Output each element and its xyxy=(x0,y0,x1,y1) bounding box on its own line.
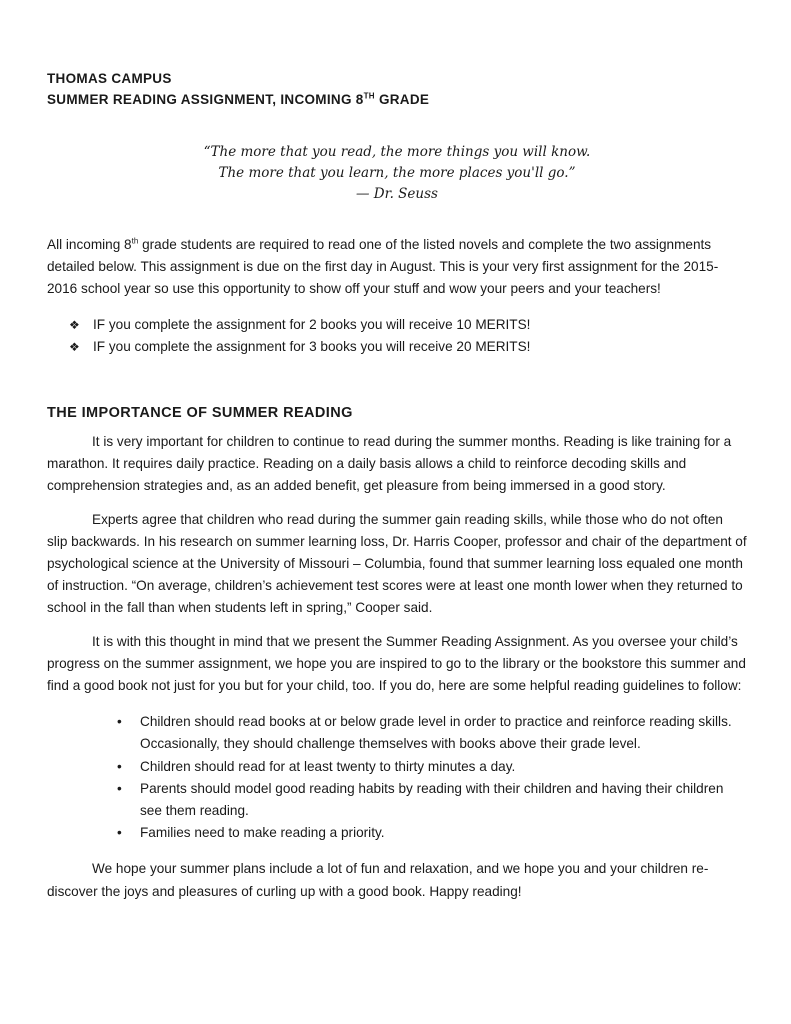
guideline-text: Children should read for at least twenty to thirty minutes a day. xyxy=(140,758,516,774)
intro-before-sup: All incoming 8 xyxy=(47,237,132,252)
merits-list xyxy=(69,314,747,358)
intro-after-sup: grade students are required to read one of the listed novels and complete the two assignments detailed below. This assignment is due on the first day in August. This is your very first assignment for the 2015-2016 school year so use this opportunity to show off your stuff and wow your peers and your teachers! xyxy=(47,237,719,297)
dot-bullet-icon: • xyxy=(117,714,122,730)
document-page xyxy=(47,68,747,903)
closing-paragraph: We hope your summer plans include a lot of fun and relaxation, and we hope you and your children re-discover the joys and pleasures of curling up with a good book. Happy reading! xyxy=(47,861,709,899)
quote-line-1: “The more that you read, the more things you will know. xyxy=(203,144,591,160)
merit-text: IF you complete the assignment for 2 books you will receive 10 MERITS! xyxy=(93,316,531,332)
assignment-heading-suffix: GRADE xyxy=(374,92,430,107)
seuss-quote xyxy=(47,142,747,205)
body-paragraph: It is very important for children to continue to read during the summer months. Reading is like training for a marathon. It requires daily practice. Reading on a daily basis allows a child to reinforce decoding skills and comprehension strategies and, as an added benefit, get pleasure from being immersed in a good story. xyxy=(47,434,732,494)
body-paragraph: Experts agree that children who read during the summer gain reading skills, while those who do not often slip backwards. In his research on summer learning loss, Dr. Harris Cooper, professor and chair of the department of psychological science at the University of Missouri – Columbia, found that summer learning loss equaled one month of instruction. “On average, children’s achievement test scores were at least one month lower when they returned to school in the fall than when students left in spring,” Cooper said. xyxy=(47,511,747,616)
guideline-text: Families need to make reading a priority. xyxy=(140,825,385,841)
list-item xyxy=(117,822,737,844)
list-item xyxy=(117,778,737,822)
intro-paragraph xyxy=(47,234,747,301)
assignment-heading xyxy=(47,89,747,110)
list-item xyxy=(117,711,737,755)
guideline-text: Children should read books at or below grade level in order to practice and reinforce reading skills. Occasionally, they should challenge themselves with books above their grade level. xyxy=(140,714,732,752)
intro-sup: th xyxy=(131,236,139,246)
list-item xyxy=(117,756,737,778)
list-item xyxy=(69,336,747,358)
quote-author: — Dr. Seuss xyxy=(356,186,438,202)
campus-heading: THOMAS CAMPUS xyxy=(47,71,172,86)
dot-bullet-icon: • xyxy=(117,758,122,774)
guideline-text: Parents should model good reading habits by reading with their children and having their children see them reading. xyxy=(140,780,724,819)
body-paragraph: It is with this thought in mind that we present the Summer Reading Assignment. As you oversee your child’s progress on the summer assignment, we hope you are inspired to go to the library or the bookstore this summer and find a good book not just for you but for your child, too. If you do, here are some helpful reading guidelines to follow: xyxy=(47,633,746,694)
dot-bullet-icon: • xyxy=(117,825,122,841)
diamond-bullet-icon: ❖ xyxy=(69,317,80,332)
quote-line-2: The more that you learn, the more places you'll go.” xyxy=(218,165,576,181)
assignment-heading-prefix: SUMMER READING ASSIGNMENT, INCOMING 8 xyxy=(47,92,364,107)
guidelines-list xyxy=(117,711,737,844)
diamond-bullet-icon: ❖ xyxy=(69,339,80,354)
assignment-heading-sup: TH xyxy=(363,91,375,101)
merit-text: IF you complete the assignment for 3 books you will receive 20 MERITS! xyxy=(93,338,531,354)
dot-bullet-icon: • xyxy=(117,780,122,796)
section-title: THE IMPORTANCE OF SUMMER READING xyxy=(47,405,353,422)
list-item xyxy=(69,314,747,336)
